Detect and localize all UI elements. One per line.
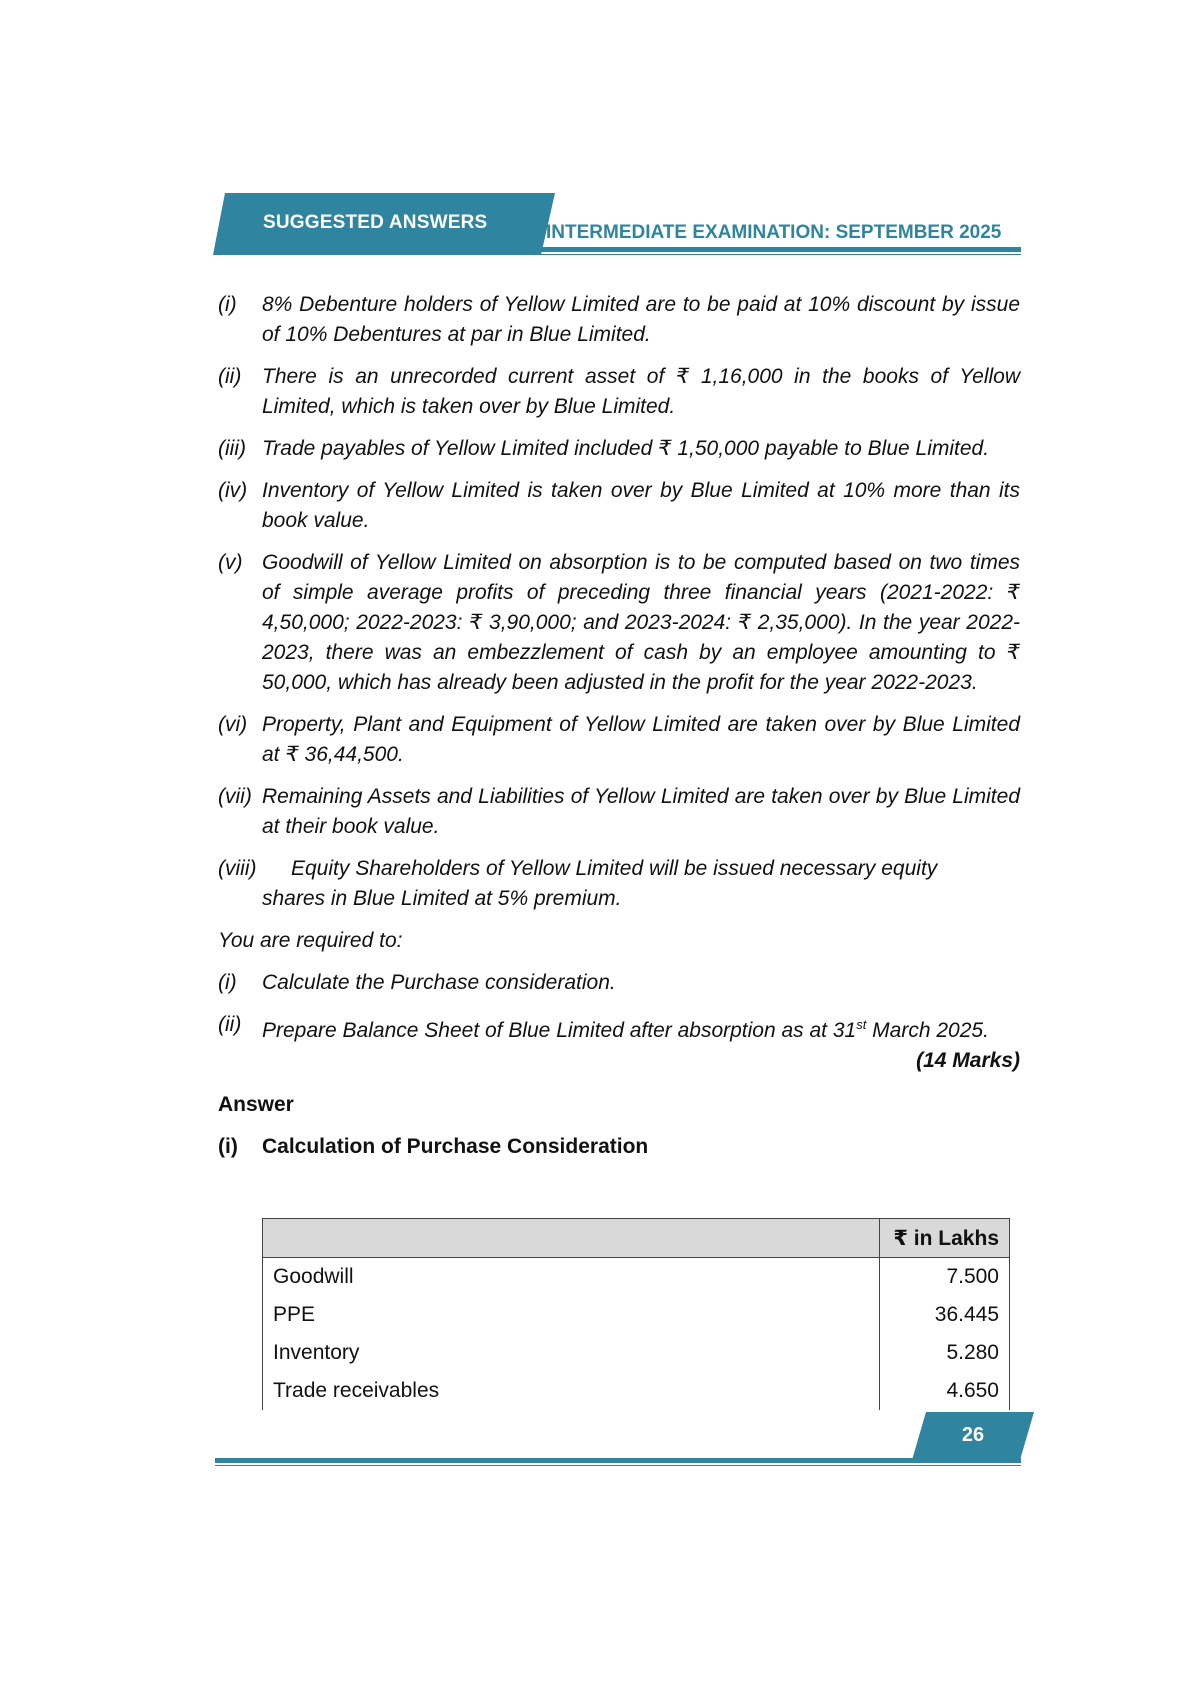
section-heading [218,1132,1020,1162]
condition-number: (i) [218,293,237,316]
table-header-unit: ₹ in Lakhs [880,1219,1010,1258]
condition-item [218,782,1020,842]
condition-number: (v) [218,551,243,574]
condition-number: (vii) [218,785,252,808]
condition-number: (iv) [218,479,248,502]
header-rule-thin [540,254,1021,255]
condition-text: Property, Plant and Equipment of Yellow Limited are taken over by Blue Limited at ₹ 36,44,500. [262,713,1020,766]
table-row [263,1372,1010,1410]
condition-number: (viii) [218,857,257,880]
condition-item [218,476,1020,536]
header-rule [540,247,1021,252]
condition-text: Trade payables of Yellow Limited included ₹ 1,50,000 payable to Blue Limited. [262,437,990,460]
condition-text: Inventory of Yellow Limited is taken over by Blue Limited at 10% more than its book value. [262,479,1020,532]
row-label: Goodwill [263,1258,880,1297]
required-number: (i) [218,971,237,994]
row-amount: 5.280 [880,1334,1010,1372]
condition-text: There is an unrecorded current asset of ₹ 1,16,000 in the books of Yellow Limited, which is taken over by Blue Limited. [262,365,1020,418]
header-left-title: SUGGESTED ANSWERS [263,212,488,233]
condition-text: Goodwill of Yellow Limited on absorption is to be computed based on two times of simple average profits of preceding three financial years (2021-2022: ₹ 4,50,000; 2022-2023: ₹ 3,90,000; and 2023-2024: ₹ 2,35,000). In the year 2022-2023, there was an embezzlement of cash by an employee amounting to ₹ 50,000, which has already been adjusted in the profit for the year 2022-2023. [262,551,1020,694]
required-text [262,1010,1020,1046]
table-header-row [263,1219,1010,1258]
condition-text: 8% Debenture holders of Yellow Limited are to be paid at 10% discount by issue of 10% Debentures at par in Blue Limited. [262,293,1020,346]
required-number: (ii) [218,1013,242,1036]
condition-number: (vi) [218,713,248,736]
row-label: PPE [263,1296,880,1334]
table-row [263,1334,1010,1372]
required-text-end: March 2025. [866,1019,989,1042]
condition-number: (ii) [218,365,242,388]
row-amount: 7.500 [880,1258,1010,1297]
required-item [218,1010,1020,1046]
condition-item [218,854,1020,914]
condition-item [218,290,1020,350]
required-text-main: Prepare Balance Sheet of Blue Limited after absorption as at 31 [262,1019,857,1042]
section-number: (i) [218,1135,238,1158]
condition-text-continued: shares in Blue Limited at 5% premium. [262,887,622,910]
row-amount: 4.650 [880,1372,1010,1410]
page-number: 26 [961,1424,985,1446]
required-text: Calculate the Purchase consideration. [262,971,616,994]
condition-text: Remaining Assets and Liabilities of Yellow Limited are taken over by Blue Limited at their book value. [262,785,1020,838]
required-intro: You are required to: [218,929,403,952]
table-row [263,1296,1010,1334]
row-label: Trade receivables [263,1372,880,1410]
marks-label: (14 Marks) [916,1049,1020,1072]
row-amount: 36.445 [880,1296,1010,1334]
condition-item [218,362,1020,422]
superscript: st [856,1017,867,1032]
condition-number: (iii) [218,437,246,460]
answer-heading: Answer [218,1093,294,1116]
header-right-title: INTERMEDIATE EXAMINATION: SEPTEMBER 2025 [546,222,1002,243]
table-header-blank [263,1219,880,1258]
footer-rule-thin [215,1465,1021,1466]
condition-item [218,710,1020,770]
footer-rule [215,1458,1021,1463]
section-title: Calculation of Purchase Consideration [262,1135,649,1158]
condition-text: Equity Shareholders of Yellow Limited will be issued necessary equity [291,857,938,880]
condition-item [218,434,1020,464]
purchase-consideration-table [262,1218,1010,1410]
condition-item [218,548,1020,698]
required-item [218,968,1020,998]
table-row [263,1258,1010,1297]
question-body [218,290,1020,1162]
row-label: Inventory [263,1334,880,1372]
